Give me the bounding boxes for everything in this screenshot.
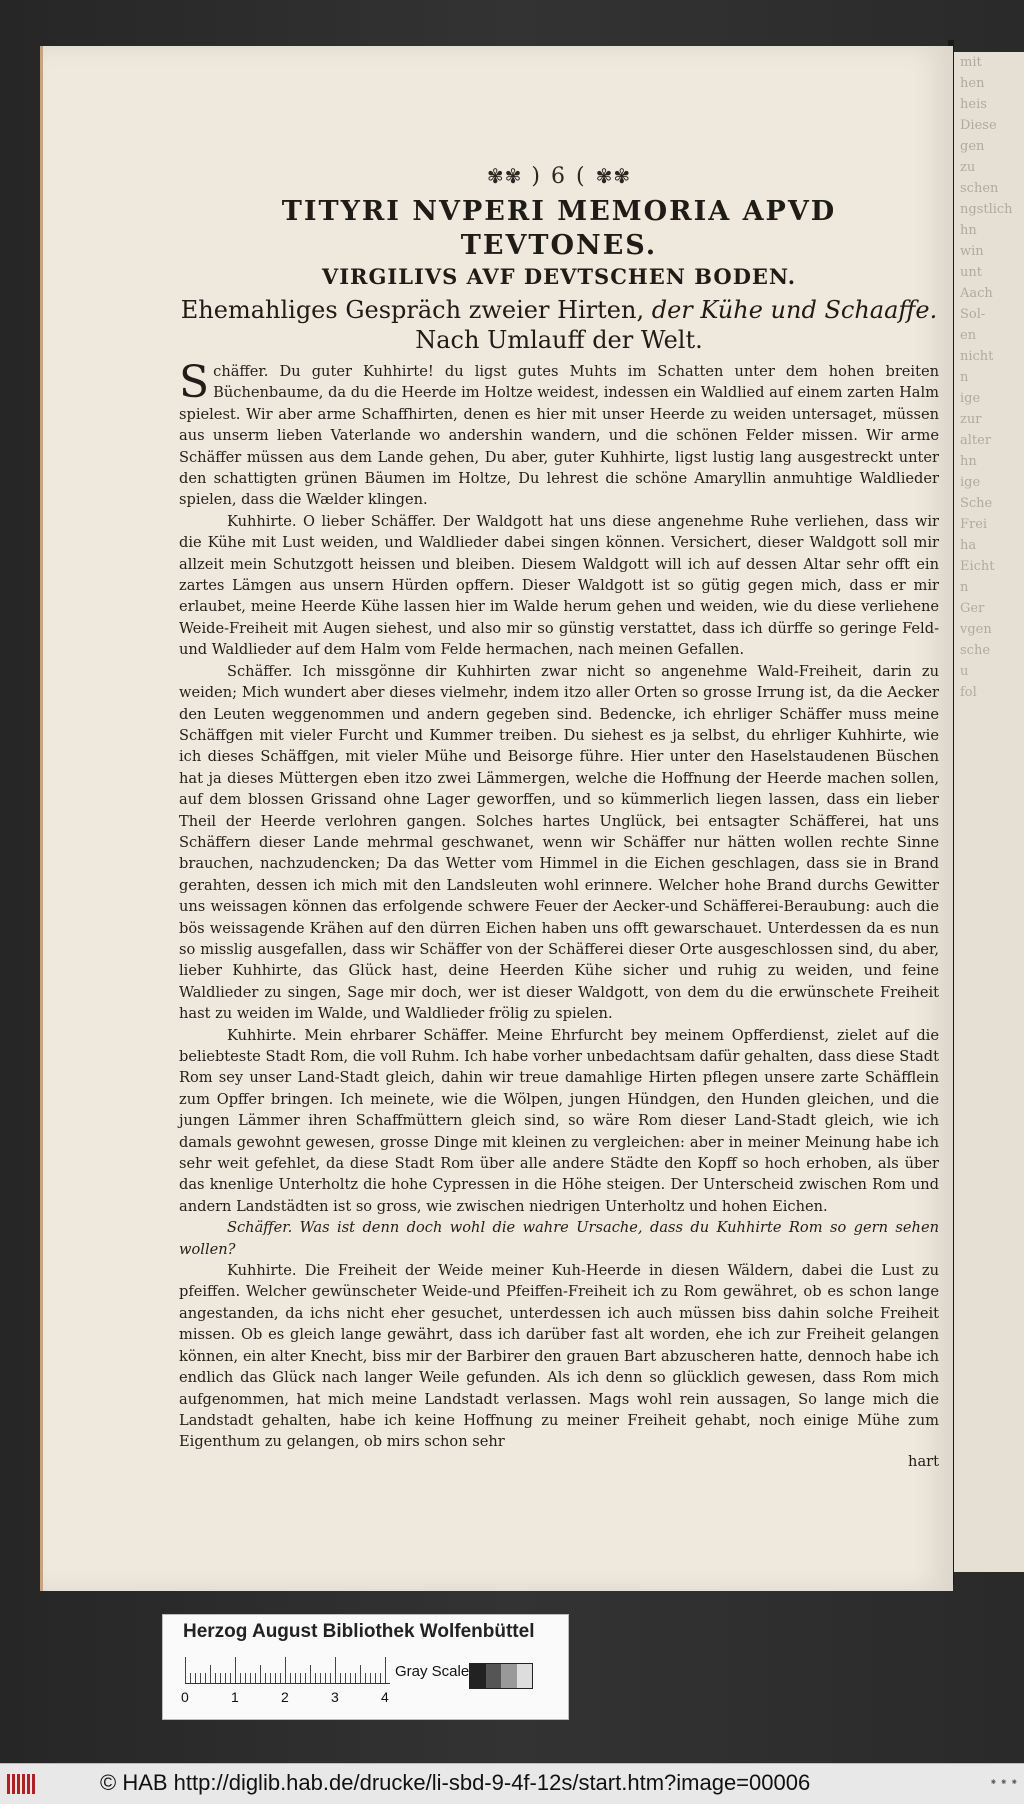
source-url: © HAB http://diglib.hab.de/drucke/li-sbd-9-4f-12s/start.htm?image=00006: [100, 1770, 811, 1795]
paragraph-4: Kuhhirte. Mein ehrbarer Schäffer. Meine Ehrfurcht bey meinem Opfferdienst, zielet auf die beliebteste Stadt Rom, die voll Ruhm. Ich habe vorher unbedachtsam dafür gehalten, dass diese Stadt Rom sey unser Land-Stadt gleich, dahin wir treue damahlige Hirten pflegen unsere zarte Schäfflein zum Opffer bringen. Ich meinete, wie die Wölpen, jungen Hündgen, den Hunden gleichen, und die jungen Lämmer ihren Schaffmüttern gleich sind, so wäre Rom dieser Land-Stadt gleich, wie ich damals gewohnt gewesen, grosse Dinge mit kleinen zu vergleichen: aber in meiner Meinung habe ich sehr weit gefehlet, da diese Stadt Rom über alle andere Städte den Kopff so hoch erhoben, als über das knenlige Unterholtz die hohe Cypressen in die Höhe steigen. Der Unterscheid zwischen Rom und andern Landstädten ist so gross, wie zwischen niedrigen Unterholtz und hohen Eichen.: [179, 1026, 939, 1215]
scale-ruler: [185, 1653, 390, 1684]
ruler-label-3: 3: [331, 1689, 339, 1705]
paragraph-6: Kuhhirte. Die Freiheit der Weide meiner Kuh-Heerde in diesen Wäldern, dabei die Lust zu pfeiffen. Welcher gewünscheter Weide-und Pfeiffen-Freiheit ich zu Rom gewähret, ob es schon lange angestanden, da ichs nicht eher gesuchet, unterdessen ich auch müssen biss dahin solche Freiheit missen. Ob es gleich lange gewährt, dass ich darüber fast alt worden, ehe ich zur Freiheit gelangen können, ein alter Knecht, biss mir der Barbirer den grauen Bart abzuscheren hatte, dennoch habe ich endlich das Glück nach langer Weile gefunden. Als ich denn so glücklich gewesen, dass Rom mich aufgenommen, hat mich meine Landstadt verlassen. Mags wohl rein aussagen, So lange mich die Landstadt gehalten, habe ich keine Hoffnung zu meiner Freiheit gehabt, noch einige Mühe zum Eigenthum zu gelangen, ob mirs schon sehr: [179, 1262, 939, 1451]
ruler-tick: [335, 1657, 336, 1683]
ruler-tick: [305, 1673, 306, 1683]
drop-cap: S: [179, 357, 210, 408]
ruler-tick: [265, 1673, 266, 1683]
paragraph-1: [179, 357, 939, 511]
ruler-tick: [195, 1673, 196, 1683]
page-number: 6: [551, 164, 567, 189]
ruler-label-0: 0: [181, 1689, 189, 1705]
ruler-label-2: 2: [281, 1689, 289, 1705]
ruler-tick: [350, 1673, 351, 1683]
ruler-tick: [230, 1673, 231, 1683]
footer-marker: ⁕ ⁕ ⁕: [989, 1778, 1018, 1788]
german-title-line2: Nach Umlauff der Welt.: [415, 326, 703, 354]
swatch-2: [486, 1664, 502, 1688]
german-title-italic: der Kühe und Schaaffe.: [651, 296, 938, 324]
ornament-right: ✾✾: [595, 164, 632, 188]
ruler-tick: [320, 1673, 321, 1683]
ruler-tick: [255, 1673, 256, 1683]
swatch-4: [517, 1664, 533, 1688]
swatch-3: [501, 1664, 517, 1688]
ruler-tick: [385, 1657, 386, 1683]
ruler-tick: [205, 1673, 206, 1683]
ruler-tick: [340, 1673, 341, 1683]
ruler-tick: [185, 1657, 186, 1683]
ruler-tick: [250, 1673, 251, 1683]
paragraph-5: Schäffer. Was ist denn doch wohl die wahre Ursache, dass du Kuhhirte Rom so gern sehen wollen?: [179, 1219, 939, 1258]
gray-scale-label: Gray Scale: [395, 1663, 470, 1680]
latin-title: TITYRI NVPERI MEMORIA APVD TEVTONES.: [281, 196, 837, 261]
ruler-tick: [380, 1673, 381, 1683]
ruler-tick: [200, 1673, 201, 1683]
ruler-tick: [295, 1673, 296, 1683]
ruler-tick: [190, 1673, 191, 1683]
ruler-tick: [370, 1673, 371, 1683]
ruler-tick: [355, 1673, 356, 1683]
page-folio: ✾✾ ) 6 ( ✾✾: [486, 164, 632, 189]
ruler-tick: [310, 1665, 311, 1683]
ruler-tick: [240, 1673, 241, 1683]
ruler-tick: [210, 1665, 211, 1683]
ruler-tick: [325, 1673, 326, 1683]
ruler-tick: [365, 1673, 366, 1683]
gray-scale-swatches: [469, 1663, 533, 1689]
color-calibration-card: [162, 1614, 569, 1720]
german-title-lead: Ehemahliges Gespräch zweier Hirten,: [180, 296, 645, 324]
ruler-tick: [300, 1673, 301, 1683]
dialogue-text: [179, 357, 939, 1453]
paragraph-2: Kuhhirte. O lieber Schäffer. Der Waldgott hat uns diese angenehme Ruhe verliehen, dass wir die Kühe mit Lust weiden, und Waldlieder dabei singen können. Versichert, dieser Waldgott soll mir allzeit mein Schutzgott heissen und bleiben. Diesem Waldgott will ich auf dessen Altar sehr offt ein zartes Lämgen aus unsern Hürden opffern. Dieser Waldgott ist so gütig gegen mich, dass er mir erlaubet, meine Heerde Kühe lassen hier im Walde herum gehen und weiden, wie du diese verliehene Weide-Freiheit mit Augen siehest, und also mir so günstig verstattet, dass ich dürffe so geringe Feld-und Waldlieder auf dem Halm vom Felde hermachen, nach meinen Gefallen.: [179, 512, 939, 659]
ruler-tick: [260, 1665, 261, 1683]
catchword: hart: [908, 1452, 939, 1470]
swatch-1: [470, 1664, 486, 1688]
ruler-tick: [345, 1673, 346, 1683]
ruler-tick: [330, 1673, 331, 1683]
german-title: [179, 295, 939, 325]
ruler-tick: [235, 1657, 236, 1683]
paragraph-1-text: chäffer. Du guter Kuhhirte! du ligst gutes Muhts im Schatten unter dem hohen breiten Büchenbaume, da du die Heerde im Holtze weidest, indessen ein Waldlied auf einem zarten Halm spielest. Wir aber arme Schaffhirten, denen es hier mit unser Heerde zu weiden untersaget, müssen aus unserm lieben Vaterlande wo andershin wandern, und die schönen Felder missen. Wir arme Schäffer müssen aus dem Lande gehen, Du aber, guter Kuhhirte, ligst lustig lang ausgestreckt unter den schattigten grünen Bäumen im Holtze, Du lehrest die schöne Amaryllin anmuhtige Waldlieder spielen, dass die Wælder klingen.: [179, 363, 939, 509]
viewer-footer: [0, 1763, 1024, 1804]
ruler-label-4: 4: [381, 1689, 389, 1705]
ruler-tick: [220, 1673, 221, 1683]
ruler-tick: [360, 1665, 361, 1683]
ruler-tick: [280, 1673, 281, 1683]
paragraph-3: Schäffer. Ich missgönne dir Kuhhirten zwar nicht so angenehme Wald-Freiheit, darin zu weiden; Mich wundert aber dieses vielmehr, indem itzo aller Orten so grosse Irrung ist, da die Aecker den Leuten weggenommen und andern gegeben sind. Bedencke, ich ehrliger Schäffer muss meine Schäffgen mit vieler Furcht und Kummer treiben. Du siehest es ja selbst, du ehrliger Kuhhirte, wie ich dieses Schäffgen, mit vieler Mühe und Beisorge führe. Hier unter den Haselstaudenen Büschen hat ja dieses Müttergen eben itzo zwei Lämmergen, welche die Hoffnung der Heerde machen sollen, auf dem blossen Grissand ohne Lager geworffen, und so kümmerlich liegen lassen, dass ein lieber Theil der Heerde verlohren gangen. Solches hartes Unglück, bei entsagter Schäfferei, hat uns Schäffern dieser Lande mehrmal geschwanet, wenn wir Schäffer nur hätten wollen rechte Sinne brauchen, nachzudencken; Da das Wetter vom Himmel in die Eichen geschlagen, dass sie in Brand gerahten, dessen ich mich mit den Landsleuten wohl erinnere. Welcher hohe Brand durchs Gewitter uns weissagen können das erfolgende schwere Feuer der Aecker-und Schäfferei-Beraubung: auch die bös weissagende Krähen auf den dürren Eichen haben uns offt gewarschauet. Unterdessen da es nun so misslig ausgefallen, dass wir Schäffer von der Schäfferei dieser Orte ausgeschlossen sind, du aber, lieber Kuhhirte, das Glück hast, deine Heerden Kühe sicher und ruhig zu weiden, und feine Waldlieder zu singen, Sage mir doch, wer ist dieser Waldgott, von dem du die erwünschete Freiheit hast zu weiden im Walde, und Waldlieder frölig zu spielen.: [179, 662, 939, 1023]
page-content: [179, 164, 939, 1470]
ruler-tick: [275, 1673, 276, 1683]
hab-logo-icon: [6, 1772, 42, 1796]
library-name: Herzog August Bibliothek Wolfenbüttel: [183, 1621, 535, 1642]
ruler-tick: [270, 1673, 271, 1683]
ruler-tick: [215, 1673, 216, 1683]
ruler-tick: [225, 1673, 226, 1683]
ruler-label-1: 1: [231, 1689, 239, 1705]
facing-page-edge: [952, 52, 1024, 1572]
facing-page-text: mit hen heis Diese gen zu schen ngstlich hn win unt Aach Sol- en nicht n ige zur alter hn ige Sche Frei ha Eicht n Ger vgen sche u fol: [960, 55, 1013, 700]
subtitle: VIRGILIVS AVF DEVTSCHEN BODEN.: [321, 264, 797, 289]
ruler-tick: [315, 1673, 316, 1683]
book-page: [40, 46, 953, 1591]
ruler-tick: [245, 1673, 246, 1683]
ornament-left: ✾✾: [486, 164, 523, 188]
ruler-tick: [290, 1673, 291, 1683]
ruler-tick: [375, 1673, 376, 1683]
ruler-tick: [285, 1657, 286, 1683]
